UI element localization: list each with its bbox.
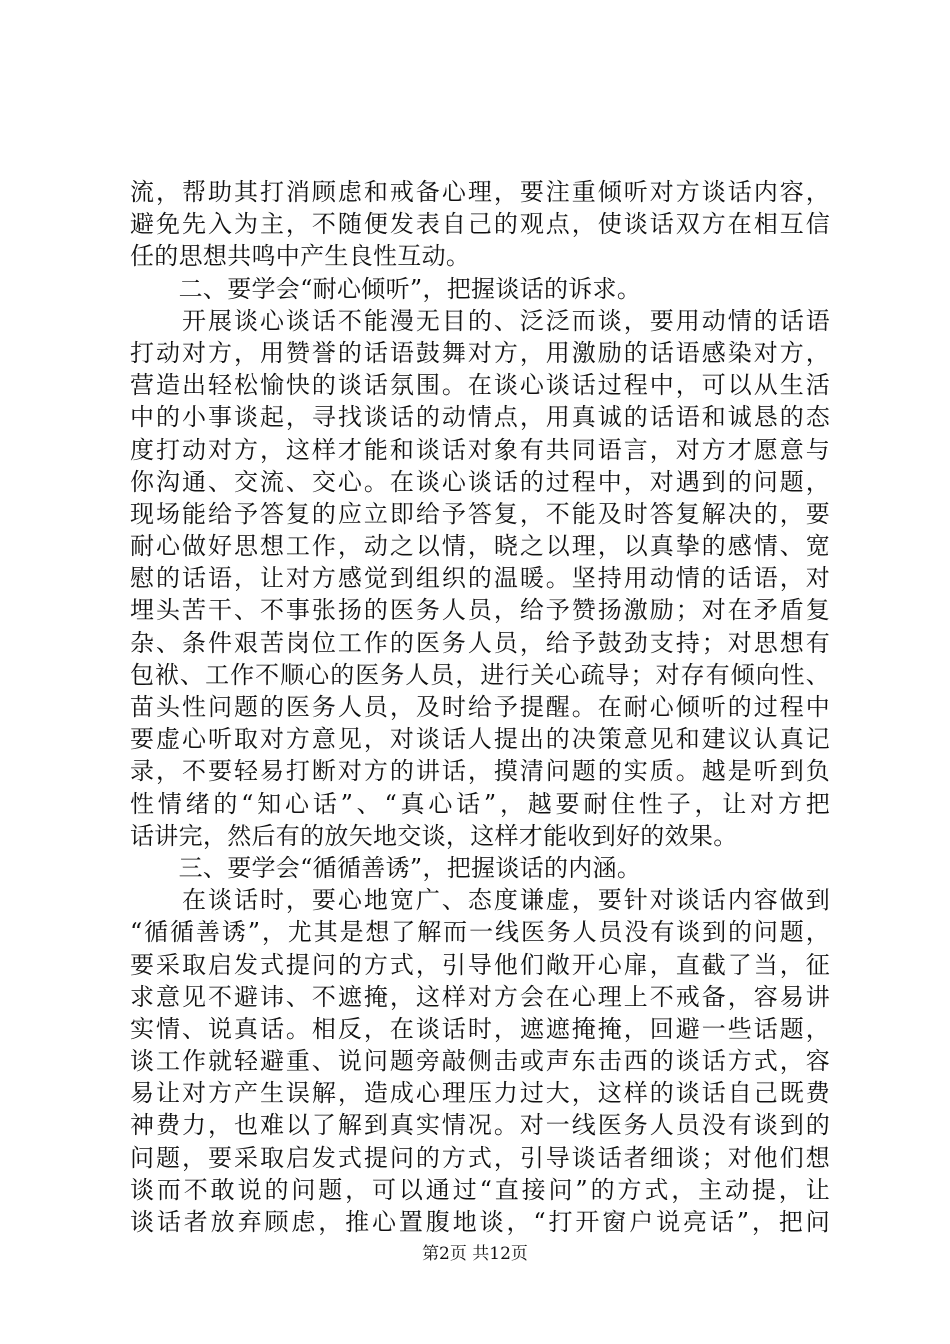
text-line: 你沟通、交流、交心。在谈心谈话的过程中，对遇到的问题，	[130, 467, 830, 496]
text-line: 营造出轻松愉快的谈话氛围。在谈心谈话过程中，可以从生活	[130, 371, 830, 400]
text-line: 避免先入为主，不随便发表自己的观点，使谈话双方在相互信	[130, 210, 830, 239]
body-text	[130, 176, 830, 1238]
text-line: 性情绪的“知心话”、“真心话”，越要耐住性子，让对方把	[130, 789, 830, 818]
text-line: 问题，要采取启发式提问的方式，引导谈话者细谈；对他们想	[130, 1143, 830, 1172]
text-line: 实情、说真话。相反，在谈话时，遮遮掩掩，回避一些话题，	[130, 1014, 830, 1043]
text-line: 要虚心听取对方意见，对谈话人提出的决策意见和建议认真记	[130, 725, 830, 754]
text-line: 埋头苦干、不事张扬的医务人员，给予赞扬激励；对在矛盾复	[130, 596, 830, 625]
text-line: 录，不要轻易打断对方的讲话，摸清问题的实质。越是听到负	[130, 757, 830, 786]
text-line: 度打动对方，这样才能和谈话对象有共同语言，对方才愿意与	[130, 435, 830, 464]
text-line: 任的思想共鸣中产生良性互动。	[130, 242, 471, 271]
text-line: 杂、条件艰苦岗位工作的医务人员，给予鼓劲支持；对思想有	[130, 628, 830, 657]
text-line: 神费力，也难以了解到真实情况。对一线医务人员没有谈到的	[130, 1111, 830, 1140]
text-line: 在谈话时，要心地宽广、态度谦虚，要针对谈话内容做到	[130, 886, 830, 915]
text-line: 谈而不敢说的问题，可以通过“直接问”的方式，主动提，让	[130, 1175, 830, 1204]
text-line: 打动对方，用赞誉的话语鼓舞对方，用激励的话语感染对方，	[130, 338, 830, 367]
text-line: 二、要学会“耐心倾听”，把握谈话的诉求。	[130, 274, 642, 303]
page-number-label: 第2页 共12页	[422, 1244, 528, 1264]
text-line: 慰的话语，让对方感觉到组织的温暖。坚持用动情的话语，对	[130, 564, 830, 593]
text-line: 中的小事谈起，寻找谈话的动情点，用真诚的话语和诚恳的态	[130, 403, 830, 432]
text-line: 包袱、工作不顺心的医务人员，进行关心疏导；对存有倾向性、	[130, 660, 830, 689]
text-line: 开展谈心谈话不能漫无目的、泛泛而谈，要用动情的话语	[130, 306, 830, 335]
text-line: 要采取启发式提问的方式，引导他们敞开心扉，直截了当，征	[130, 950, 830, 979]
text-line: 耐心做好思想工作，动之以情，晓之以理，以真挚的感情、宽	[130, 532, 830, 561]
page-footer	[0, 1243, 950, 1265]
text-line: 流，帮助其打消顾虑和戒备心理，要注重倾听对方谈话内容，	[130, 178, 830, 206]
text-line: “循循善诱”，尤其是想了解而一线医务人员没有谈到的问题，	[130, 918, 830, 947]
text-line: 现场能给予答复的应立即给予答复，不能及时答复解决的，要	[130, 499, 830, 528]
text-line: 谈话者放弃顾虑，推心置腹地谈，“打开窗户说亮话”，把问	[130, 1208, 830, 1236]
text-line: 三、要学会“循循善诱”，把握谈话的内涵。	[130, 853, 642, 882]
text-line: 易让对方产生误解，造成心理压力过大，这样的谈话自己既费	[130, 1079, 830, 1108]
text-line: 求意见不避讳、不遮掩，这样对方会在心理上不戒备，容易讲	[130, 982, 830, 1011]
text-line: 话讲完，然后有的放矢地交谈，这样才能收到好的效果。	[130, 821, 738, 850]
text-line: 苗头性问题的医务人员，及时给予提醒。在耐心倾听的过程中	[130, 693, 830, 721]
text-line: 谈工作就轻避重、说问题旁敲侧击或声东击西的谈话方式，容	[130, 1047, 830, 1076]
